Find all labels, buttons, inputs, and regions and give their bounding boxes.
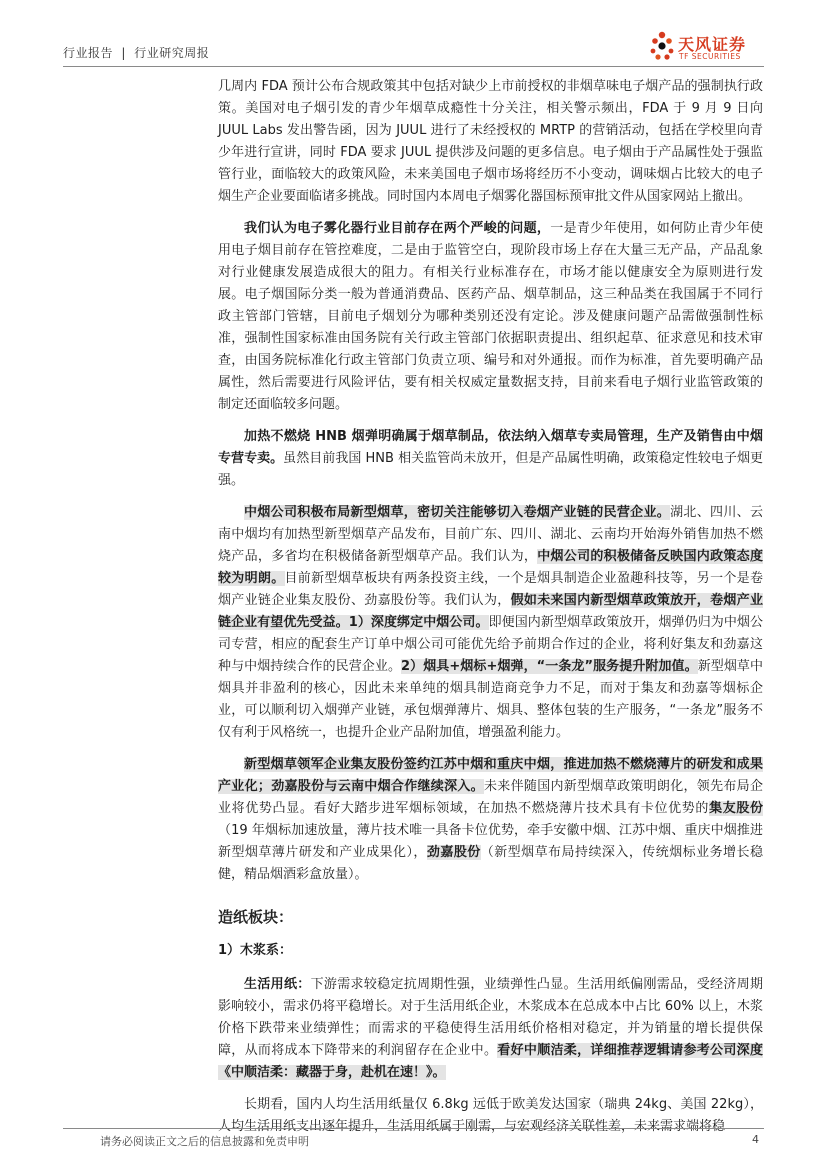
company-name: 劲嘉股份 (426, 845, 481, 860)
paragraph-emphasis: 1）深度绑定中烟公司。 (348, 615, 489, 630)
logo-mark-icon (648, 31, 676, 63)
paragraph-emphasis: 生活用纸： (244, 977, 311, 992)
paragraph-emphasis: 中烟公司的积极储备反映国内政策态度较为明朗。 (218, 549, 763, 586)
paragraph-text: （新型烟草布局持续深入，传统烟标业务增长稳健，精品烟酒彩盒放量）。 (218, 845, 763, 882)
paragraph-text: 几周内 FDA 预计公布合规政策其中包括对缺少上市前授权的非烟草味电子烟产品的强制执行政策。美国对电子烟引发的青少年烟草成瘾性十分关注，相关警示频出，FDA 于 9 月 9 日向 JUUL Labs 发出警告函，因为 JUUL 进行了未经授权的 MRTP 的营销活动，包括在学校里向青少年进行宣讲，同时 FDA 要求 JUUL 提供涉及问题的更多信息。电子烟由于产品属性处于强监管行业，面临较大的政策风险，未来美国电子烟市场将经历不小变动，调味烟占比较大的电子烟生产企业要面临诸多挑战。同时国内本周电子烟雾化器国标预审批文件从国家网站上撤出。 (218, 79, 763, 204)
paragraph-long-term (218, 1094, 763, 1138)
footer-divider (63, 1128, 764, 1129)
paragraph-leading-firms (218, 754, 763, 886)
paragraph-emphasis: 2）烟具+烟标+烟弹，“一条龙”服务提升附加值。 (401, 659, 698, 674)
paragraph-emphasis: 我们认为电子雾化器行业目前存在两个严峻的问题， (244, 221, 551, 236)
company-name: 集友股份 (709, 801, 763, 816)
paragraph-text: 下游需求较稳定抗周期性强，业绩弹性凸显。生活用纸偏刚需品，受经济周期影响较小，需求仍将平稳增长。对于生活用纸企业，木浆成本在总成本中占比 60% 以上，木浆价格下跌带来业绩弹性；而需求的平稳使得生活用纸价格相对稳定，并为销量的增长提供保障，从而将成本下降带来的利润留存在企业中。 (218, 977, 763, 1058)
header-divider (63, 66, 764, 67)
paragraph-vape-issues (218, 218, 763, 416)
footer-disclaimer: 请务必阅读正文之后的信息披露和免责申明 (100, 1135, 309, 1148)
document-body (218, 76, 763, 1148)
paragraph-emphasis: 看好中顺洁柔，详细推荐逻辑请参考公司深度《中顺洁柔：藏器于身，赴机在速！》。 (218, 1043, 763, 1080)
paragraph-hnb (218, 426, 763, 492)
report-type: 行业报告 (63, 46, 114, 60)
section-title-paper: 造纸板块： (218, 908, 294, 926)
subsection-title-wood-pulp: 1）木浆系： (218, 943, 293, 958)
breadcrumb-separator: | (121, 46, 126, 60)
header-breadcrumb (63, 44, 209, 61)
paragraph-text: 一是青少年使用，如何防止青少年使用电子烟目前存在管控难度，二是由于监管空白，现阶段市场上存在大量三无产品，产品乱象对行业健康发展造成很大的阻力。有相关行业标准存在，市场才能以健康安全为原则进行发展。电子烟国际分类一般为普通消费品、医药产品、烟草制品，这三种品类在我国属于不同行政主管部门管辖，目前电子烟划分为哪种类别还没有定论。涉及健康问题产品需做强制性标准，强制性国家标准由国务院有关行政主管部门依据职责提出、组织起草、征求意见和技术审查，由国务院标准化行政主管部门负责立项、编号和对外通报。而作为标准，首先要明确产品属性，然后需要进行风险评估，要有相关权威定量数据支持，目前来看电子烟行业监管政策的制定还面临较多问题。 (218, 221, 763, 412)
tf-securities-logo (648, 30, 768, 64)
paragraph-emphasis: 中烟公司积极布局新型烟草，密切关注能够切入卷烟产业链的民营企业。 (244, 505, 671, 520)
paragraph-emphasis: 加热不燃烧 HNB 烟弹明确属于烟草制品，依法纳入烟草专卖局管理，生产及销售由中烟专营专卖。 (218, 429, 763, 466)
report-subtype: 行业研究周报 (134, 46, 210, 60)
paragraph-fda (218, 76, 763, 208)
paragraph-emphasis: 假如未来国内新型烟草政策放开，卷烟产业链企业有望优先受益。 (218, 593, 763, 630)
paragraph-tissue (218, 974, 763, 1084)
paragraph-text: 未来伴随国内新型烟草政策明朗化，领先布局企业将优势凸显。看好大踏步进军烟标领域，在加热不燃烧薄片技术具有卡位优势的 (218, 779, 763, 816)
page-number: 4 (752, 1133, 759, 1146)
paragraph-text: 新型烟草中烟具并非盈利的核心，因此未来单纯的烟具制造商竞争力不足，而对于集友和劲嘉等烟标企业，可以顺利切入烟弹产业链，承包烟弹薄片、烟具、整体包装的生产服务，“一条龙”服务不仅有利于风格统一，也提升企业产品附加值，增强盈利能力。 (218, 659, 763, 740)
paragraph-text: 长期看，国内人均生活用纸量仅 6.8kg 远低于欧美发达国家（瑞典 24kg、美国 22kg），人均生活用纸支出逐年提升，生活用纸属于刚需，与宏观经济关联性差，未来需求端将稳 (218, 1097, 763, 1134)
paragraph-emphasis: 新型烟草领军企业集友股份签约江苏中烟和重庆中烟，推进加热不燃烧薄片的研发和成果产业化；劲嘉股份与云南中烟合作继续深入。 (218, 757, 763, 794)
logo-text-en: TF SECURITIES (679, 52, 741, 61)
paragraph-tobacco-layout (218, 502, 763, 744)
paragraph-text: 目前新型烟草板块有两条投资主线，一个是烟具制造企业盈趣科技等，另一个是卷烟产业链企业集友股份、劲嘉股份等。我们认为， (218, 571, 763, 608)
paragraph-text: （19 年烟标加速放量，薄片技术唯一具备卡位优势，牵手安徽中烟、江苏中烟、重庆中烟推进新型烟草薄片研发和产业成果化）， (218, 823, 763, 860)
paragraph-text: 即便国内新型烟草政策放开，烟弹仍归为中烟公司专营，相应的配套生产订单中烟公司可能优先给予前期合作过的企业，将利好集友和劲嘉这种与中烟持续合作的民营企业。 (218, 615, 763, 674)
paragraph-text: 虽然目前我国 HNB 相关监管尚未放开，但是产品属性明确，政策稳定性较电子烟更强。 (218, 451, 763, 488)
logo-text-cn: 天风证券 (678, 35, 747, 54)
paragraph-text: 湖北、四川、云南中烟均有加热型新型烟草产品发布，目前广东、四川、湖北、云南均开始海外销售加热不燃烧产品，多省均在积极储备新型烟草产品。我们认为， (218, 505, 763, 564)
